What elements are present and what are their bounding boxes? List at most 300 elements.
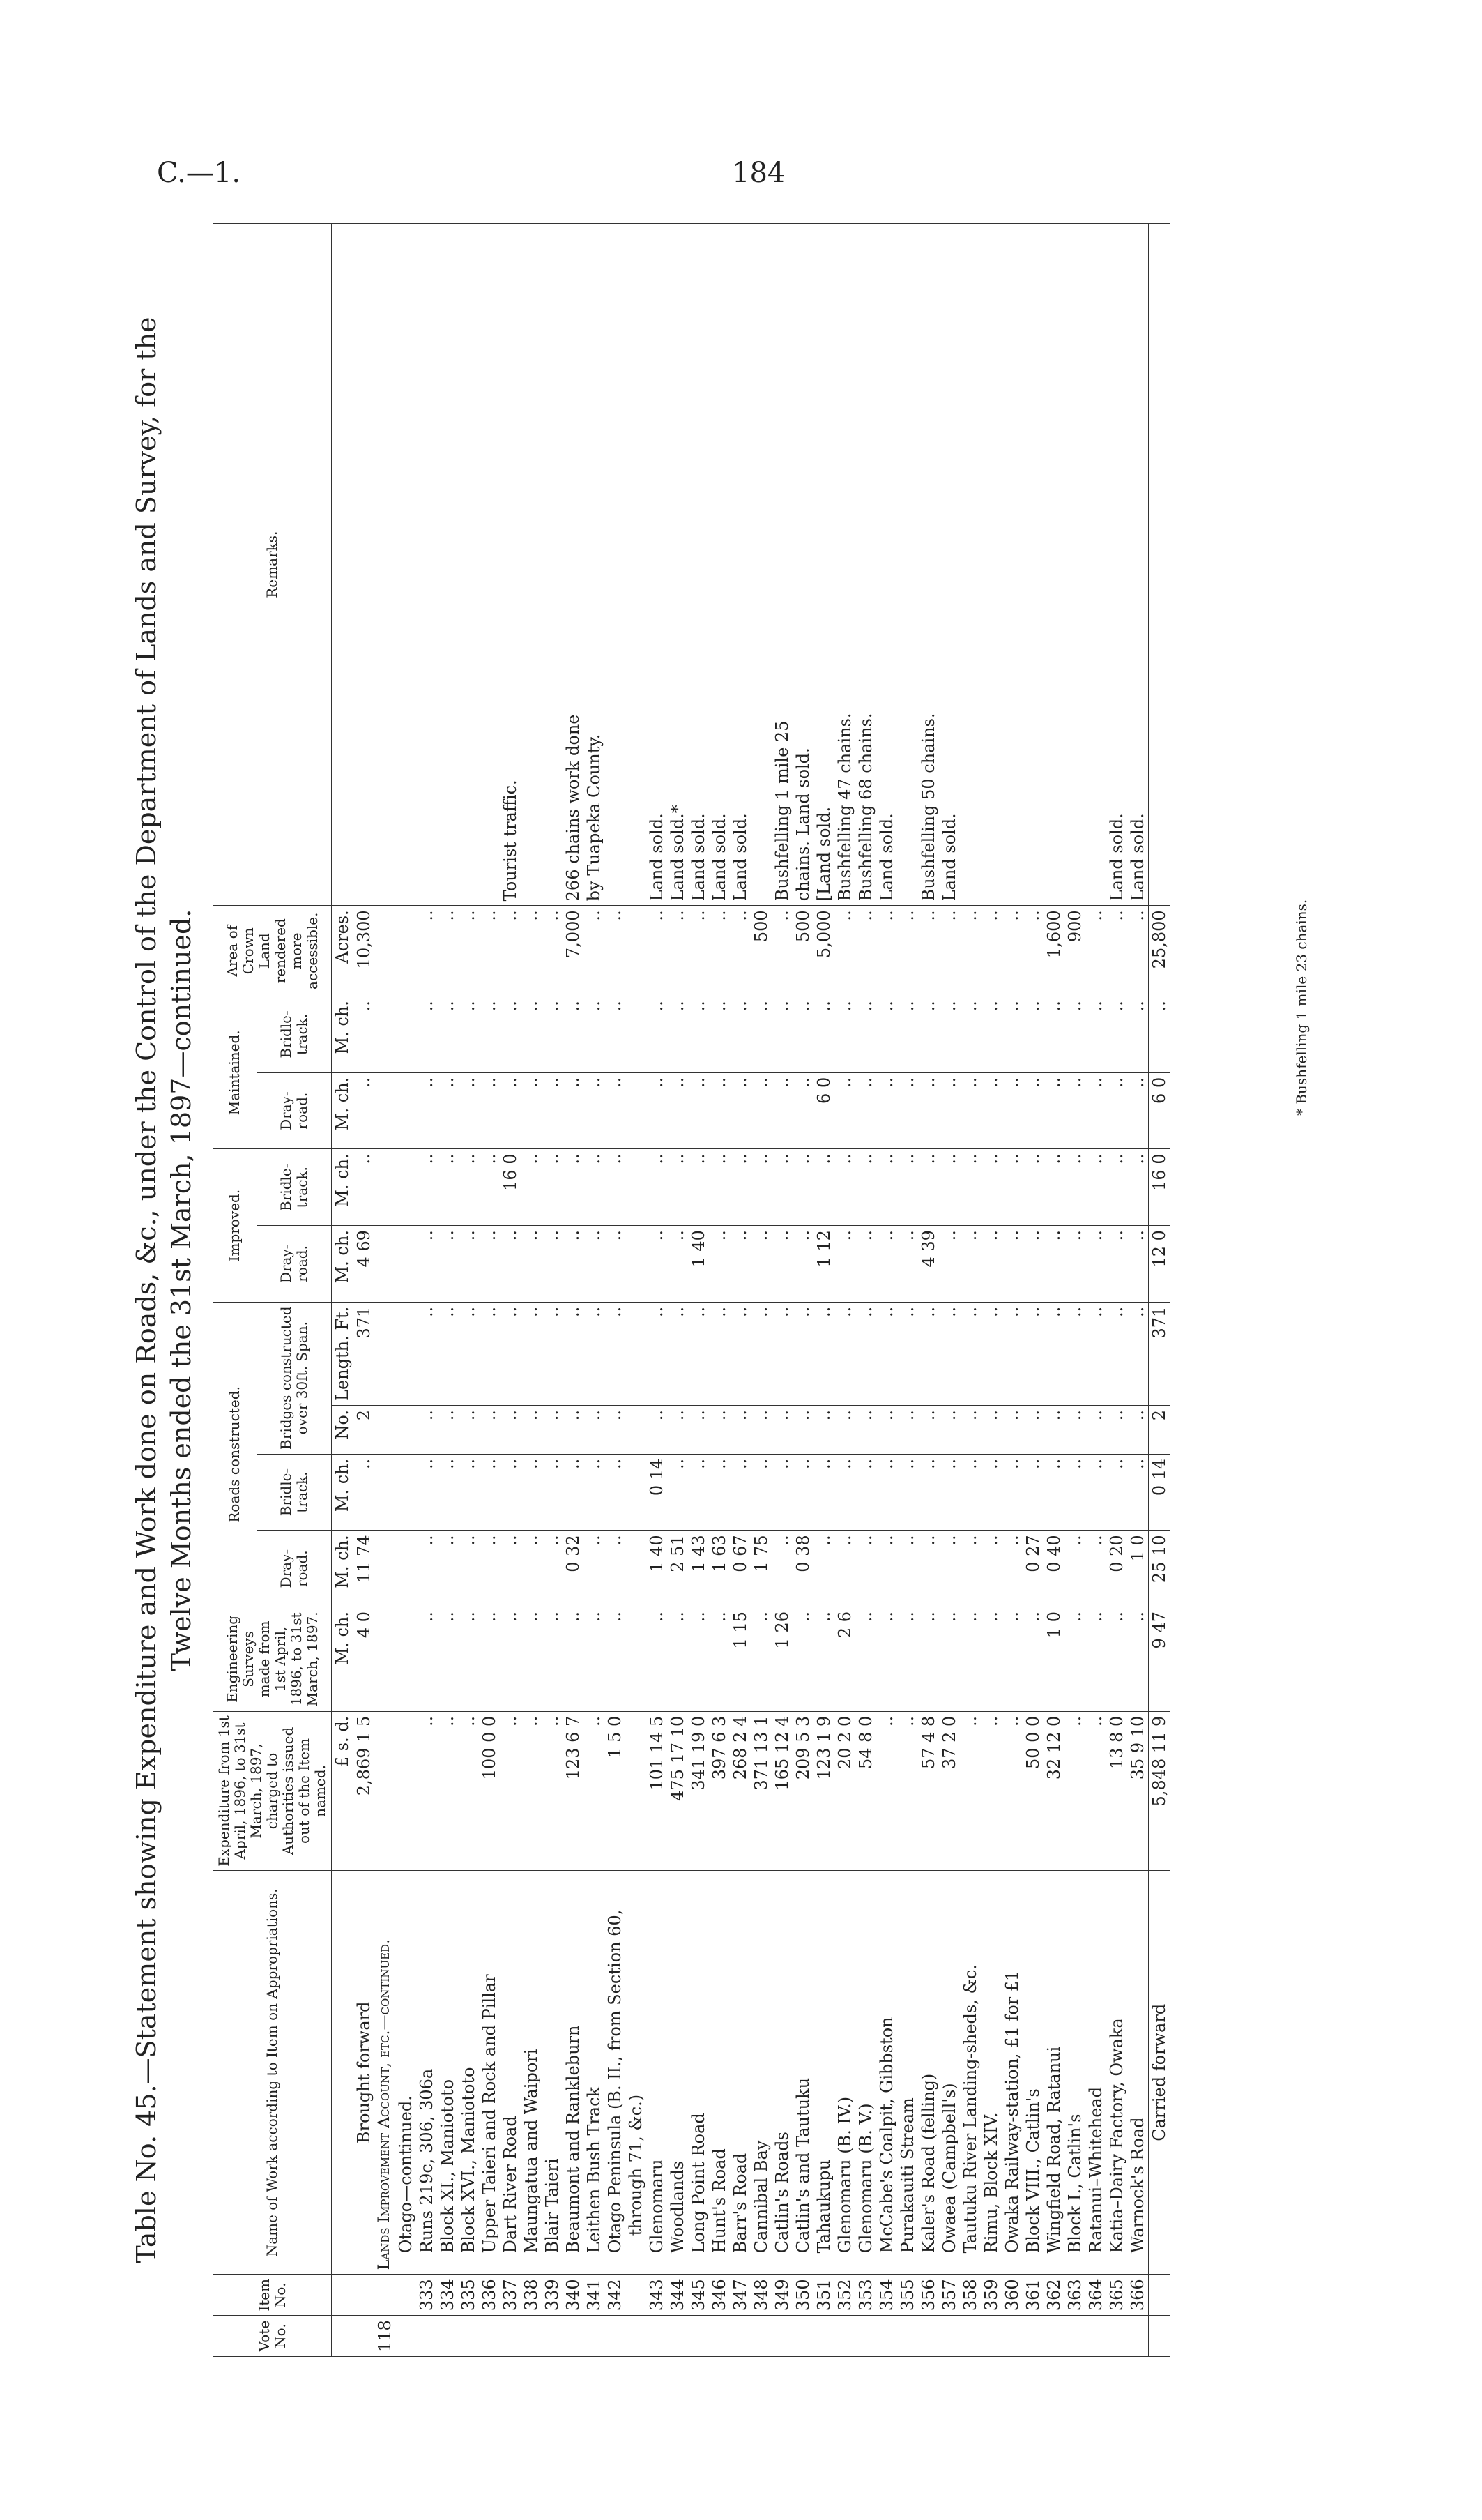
- cell-maintained-dray: ..: [1044, 1072, 1064, 1149]
- cell-bridge-no: ..: [479, 1405, 500, 1454]
- area-header: Area of Crown Land rendered more accessible.: [213, 906, 332, 996]
- cell-remarks: [353, 224, 375, 906]
- table-row: [458, 224, 479, 2357]
- cell-constructed-dray: 0 40: [1044, 1531, 1064, 1607]
- cell-improved-dray: ..: [960, 1226, 981, 1303]
- cell-constructed-dray: ..: [437, 1531, 458, 1607]
- cell-improved-dray: ..: [939, 1226, 960, 1303]
- cell-area: ..: [521, 906, 542, 996]
- cell-maintained-dray: 6 0: [1149, 1072, 1170, 1149]
- cell-constructed-bridle: [395, 1454, 416, 1531]
- cell-vote-no: [521, 2316, 542, 2357]
- cell-improved-dray: ..: [1064, 1226, 1085, 1303]
- cell-maintained-bridle: ..: [542, 996, 563, 1073]
- table-row: [667, 224, 688, 2357]
- table-row: [855, 224, 876, 2357]
- cell-engineering: ..: [1106, 1607, 1127, 1712]
- cell-constructed-bridle: 0 14: [1149, 1454, 1170, 1531]
- cell-area: ..: [583, 906, 604, 996]
- table-row: [981, 224, 1002, 2357]
- cell-constructed-dray: ..: [542, 1531, 563, 1607]
- cell-maintained-dray: ..: [667, 1072, 688, 1149]
- cell-remarks: [1023, 224, 1044, 906]
- cell-expenditure: 475 17 10: [667, 1711, 688, 1871]
- cell-remarks: [416, 224, 437, 906]
- cell-improved-bridle: ..: [709, 1149, 730, 1226]
- cell-bridge-no: ..: [1106, 1405, 1127, 1454]
- cell-item-no: 359: [981, 2275, 1002, 2316]
- unit-maintained-bridle: M. ch.: [332, 996, 353, 1073]
- cell-work-name: Kaler's Road (felling): [918, 1871, 939, 2275]
- cell-maintained-dray: ..: [521, 1072, 542, 1149]
- cell-work-name: Blair Taieri: [542, 1871, 563, 2275]
- table-row: [960, 224, 981, 2357]
- cell-bridge-no: ..: [1002, 1405, 1023, 1454]
- cell-improved-bridle: ..: [918, 1149, 939, 1226]
- cell-constructed-dray: ..: [479, 1531, 500, 1607]
- cell-vote-no: [876, 2316, 897, 2357]
- cell-expenditure: ..: [1002, 1711, 1023, 1871]
- cell-maintained-bridle: ..: [855, 996, 876, 1073]
- unit-improved-dray: M. ch.: [332, 1226, 353, 1303]
- cell-constructed-bridle: ..: [667, 1454, 688, 1531]
- table-row: [918, 224, 939, 2357]
- cell-improved-bridle: ..: [1064, 1149, 1085, 1226]
- cell-constructed-bridle: [374, 1454, 395, 1531]
- cell-bridge-length: [625, 1302, 646, 1405]
- cell-work-name: Ratanui–Whitehead: [1085, 1871, 1106, 2275]
- cell-work-name: Long Point Road: [688, 1871, 709, 2275]
- cell-vote-no: [667, 2316, 688, 2357]
- cell-improved-bridle: ..: [542, 1149, 563, 1226]
- cell-improved-bridle: ..: [563, 1149, 583, 1226]
- cell-constructed-dray: 2 51: [667, 1531, 688, 1607]
- cell-constructed-bridle: ..: [1023, 1454, 1044, 1531]
- cell-bridge-length: ..: [960, 1302, 981, 1405]
- cell-item-no: 335: [458, 2275, 479, 2316]
- cell-work-name: Tahaukupu: [813, 1871, 834, 2275]
- cell-improved-dray: ..: [646, 1226, 667, 1303]
- cell-work-name: Wingfield Road, Ratanui: [1044, 1871, 1064, 2275]
- cell-maintained-dray: ..: [876, 1072, 897, 1149]
- cell-bridge-no: ..: [458, 1405, 479, 1454]
- cell-expenditure: 397 6 3: [709, 1711, 730, 1871]
- cell-remarks: Land sold.: [688, 224, 709, 906]
- cell-area: ..: [939, 906, 960, 996]
- cell-constructed-dray: ..: [500, 1531, 521, 1607]
- cell-remarks: [Land sold.: [813, 224, 834, 906]
- cell-expenditure: ..: [542, 1711, 563, 1871]
- cell-expenditure: 35 9 10: [1127, 1711, 1149, 1871]
- cell-engineering: [625, 1607, 646, 1712]
- cell-maintained-bridle: ..: [1149, 996, 1170, 1073]
- expenditure-header: Expenditure from 1st April, 1896, to 31st March, 1897, charged to Authorities issued out of the Item named.: [213, 1711, 332, 1871]
- cell-engineering: ..: [793, 1607, 813, 1712]
- cell-constructed-dray: ..: [897, 1531, 918, 1607]
- cell-item-no: 338: [521, 2275, 542, 2316]
- table-row: [1044, 224, 1064, 2357]
- cell-remarks: [437, 224, 458, 906]
- cell-item-no: 336: [479, 2275, 500, 2316]
- cell-bridge-no: 2: [353, 1405, 375, 1454]
- cell-bridge-no: ..: [876, 1405, 897, 1454]
- table-row: [834, 224, 855, 2357]
- cell-engineering: 1 26: [772, 1607, 793, 1712]
- cell-bridge-no: ..: [793, 1405, 813, 1454]
- cell-engineering: ..: [479, 1607, 500, 1712]
- table-row: [939, 224, 960, 2357]
- cell-bridge-length: ..: [500, 1302, 521, 1405]
- cell-maintained-bridle: ..: [709, 996, 730, 1073]
- cell-improved-dray: [374, 1226, 395, 1303]
- cell-constructed-dray: 1 0: [1127, 1531, 1149, 1607]
- cell-vote-no: [897, 2316, 918, 2357]
- cell-maintained-dray: ..: [1106, 1072, 1127, 1149]
- cell-remarks: [960, 224, 981, 906]
- cell-constructed-bridle: ..: [751, 1454, 772, 1531]
- roads-constructed-header: Roads constructed.: [213, 1302, 257, 1607]
- cell-maintained-bridle: [625, 996, 646, 1073]
- cell-bridge-no: ..: [897, 1405, 918, 1454]
- cell-area: ..: [437, 906, 458, 996]
- cell-maintained-bridle: ..: [897, 996, 918, 1073]
- cell-work-name: Catlin's and Tautuku: [793, 1871, 813, 2275]
- cell-constructed-dray: ..: [772, 1531, 793, 1607]
- cell-work-name: through 71, &c.): [625, 1871, 646, 2275]
- cell-constructed-bridle: ..: [1002, 1454, 1023, 1531]
- cell-remarks: Bushfelling 50 chains.: [918, 224, 939, 906]
- cell-work-name: Lands Improvement Account, etc.—continued.: [374, 1871, 395, 2275]
- cell-constructed-dray: ..: [834, 1531, 855, 1607]
- cell-maintained-dray: ..: [939, 1072, 960, 1149]
- cell-item-no: 337: [500, 2275, 521, 2316]
- cell-vote-no: [500, 2316, 521, 2357]
- cell-bridge-length: 371: [353, 1302, 375, 1405]
- cell-expenditure: 165 12 4: [772, 1711, 793, 1871]
- cell-remarks: [374, 224, 395, 906]
- cell-vote-no: [353, 2316, 375, 2357]
- cell-maintained-dray: ..: [751, 1072, 772, 1149]
- cell-maintained-dray: ..: [563, 1072, 583, 1149]
- cell-bridge-length: ..: [688, 1302, 709, 1405]
- cell-vote-no: [855, 2316, 876, 2357]
- cell-improved-bridle: 16 0: [500, 1149, 521, 1226]
- cell-improved-bridle: ..: [834, 1149, 855, 1226]
- cell-improved-bridle: 16 0: [1149, 1149, 1170, 1226]
- cell-item-no: 356: [918, 2275, 939, 2316]
- table-row: [1106, 224, 1127, 2357]
- cell-work-name: Glenomaru: [646, 1871, 667, 2275]
- cell-item-no: 339: [542, 2275, 563, 2316]
- maintained-header: Maintained.: [213, 996, 257, 1149]
- cell-remarks: Land sold.: [646, 224, 667, 906]
- cell-item-no: 344: [667, 2275, 688, 2316]
- cell-improved-dray: ..: [1127, 1226, 1149, 1303]
- cell-engineering: 2 6: [834, 1607, 855, 1712]
- table-row: [876, 224, 897, 2357]
- cell-item-no: 347: [730, 2275, 751, 2316]
- cell-vote-no: [479, 2316, 500, 2357]
- table-row: [479, 224, 500, 2357]
- cell-maintained-bridle: [395, 996, 416, 1073]
- cell-item-no: [625, 2275, 646, 2316]
- cont-row: [625, 224, 646, 2357]
- cell-bridge-no: ..: [813, 1405, 834, 1454]
- cell-constructed-dray: ..: [416, 1531, 437, 1607]
- cell-bridge-length: ..: [981, 1302, 1002, 1405]
- cell-expenditure: [374, 1711, 395, 1871]
- cell-constructed-bridle: ..: [960, 1454, 981, 1531]
- cell-engineering: 4 0: [353, 1607, 375, 1712]
- cell-item-no: 360: [1002, 2275, 1023, 2316]
- cell-vote-no: [730, 2316, 751, 2357]
- cell-item-no: 352: [834, 2275, 855, 2316]
- cell-expenditure: 100 0 0: [479, 1711, 500, 1871]
- cell-remarks: [751, 224, 772, 906]
- cell-expenditure: [625, 1711, 646, 1871]
- cell-area: 5,000: [813, 906, 834, 996]
- cell-constructed-dray: 1 63: [709, 1531, 730, 1607]
- cell-remarks: [395, 224, 416, 906]
- cell-maintained-bridle: ..: [918, 996, 939, 1073]
- cell-remarks: chains. Land sold.: [793, 224, 813, 906]
- cell-bridge-no: ..: [667, 1405, 688, 1454]
- cell-engineering: ..: [521, 1607, 542, 1712]
- cell-item-no: 348: [751, 2275, 772, 2316]
- unit-constructed-dray: M. ch.: [332, 1531, 353, 1607]
- cell-bridge-no: [625, 1405, 646, 1454]
- cell-work-name: McCabe's Coalpit, Gibbston: [876, 1871, 897, 2275]
- cell-item-no: [395, 2275, 416, 2316]
- maintained-dray-road-header: Dray-road.: [257, 1072, 331, 1149]
- cell-work-name: Rimu, Block XIV.: [981, 1871, 1002, 2275]
- cell-engineering: ..: [542, 1607, 563, 1712]
- cell-bridge-length: ..: [793, 1302, 813, 1405]
- table-row: [1085, 224, 1106, 2357]
- table-row: [730, 224, 751, 2357]
- cell-maintained-dray: ..: [981, 1072, 1002, 1149]
- cell-vote-no: [646, 2316, 667, 2357]
- cell-constructed-dray: 0 32: [563, 1531, 583, 1607]
- cell-item-no: [353, 2275, 375, 2316]
- cell-expenditure: 1 5 0: [604, 1711, 625, 1871]
- cell-vote-no: [751, 2316, 772, 2357]
- cell-engineering: ..: [960, 1607, 981, 1712]
- cell-constructed-bridle: ..: [772, 1454, 793, 1531]
- cell-bridge-no: ..: [1023, 1405, 1044, 1454]
- cell-vote-no: [583, 2316, 604, 2357]
- unit-bridge-length: [332, 1302, 353, 1405]
- cell-improved-dray: ..: [730, 1226, 751, 1303]
- cell-vote-no: [1085, 2316, 1106, 2357]
- cell-maintained-dray: ..: [709, 1072, 730, 1149]
- cell-item-no: 341: [583, 2275, 604, 2316]
- cell-constructed-dray: 1 43: [688, 1531, 709, 1607]
- table-row: [1023, 224, 1044, 2357]
- cell-work-name: Purakauiti Stream: [897, 1871, 918, 2275]
- cell-maintained-bridle: ..: [960, 996, 981, 1073]
- cell-work-name: Woodlands: [667, 1871, 688, 2275]
- cell-bridge-length: ..: [813, 1302, 834, 1405]
- cell-constructed-dray: 1 40: [646, 1531, 667, 1607]
- cell-maintained-dray: ..: [834, 1072, 855, 1149]
- cell-improved-dray: ..: [563, 1226, 583, 1303]
- cell-improved-dray: ..: [772, 1226, 793, 1303]
- cell-constructed-bridle: ..: [1127, 1454, 1149, 1531]
- cell-bridge-length: ..: [1127, 1302, 1149, 1405]
- cell-engineering: ..: [981, 1607, 1002, 1712]
- cell-remarks: Bushfelling 1 mile 25: [772, 224, 793, 906]
- improved-bridle-track-header: Bridle-track.: [257, 1149, 331, 1226]
- table-row: [813, 224, 834, 2357]
- cell-improved-bridle: ..: [939, 1149, 960, 1226]
- vote-no-header: Vote No.: [213, 2316, 332, 2357]
- cell-remarks: [542, 224, 563, 906]
- cell-area: ..: [458, 906, 479, 996]
- cell-constructed-bridle: ..: [855, 1454, 876, 1531]
- cell-remarks: [625, 224, 646, 906]
- cell-remarks: Land sold.*: [667, 224, 688, 906]
- cell-engineering: ..: [458, 1607, 479, 1712]
- cell-improved-bridle: ..: [793, 1149, 813, 1226]
- cell-bridge-length: ..: [646, 1302, 667, 1405]
- cell-maintained-dray: ..: [960, 1072, 981, 1149]
- cell-engineering: ..: [1023, 1607, 1044, 1712]
- cell-engineering: ..: [813, 1607, 834, 1712]
- cell-work-name: Cannibal Bay: [751, 1871, 772, 2275]
- cell-area: ..: [918, 906, 939, 996]
- cell-work-name: Maungatua and Waipori: [521, 1871, 542, 2275]
- cell-bridge-length: ..: [583, 1302, 604, 1405]
- cell-bridge-length: ..: [521, 1302, 542, 1405]
- cell-item-no: 333: [416, 2275, 437, 2316]
- cell-improved-dray: ..: [583, 1226, 604, 1303]
- cell-constructed-bridle: ..: [688, 1454, 709, 1531]
- cell-maintained-bridle: ..: [876, 996, 897, 1073]
- cell-constructed-bridle: ..: [500, 1454, 521, 1531]
- cell-work-name: Dart River Road: [500, 1871, 521, 2275]
- cell-bridge-length: ..: [667, 1302, 688, 1405]
- cell-expenditure: ..: [960, 1711, 981, 1871]
- cell-bridge-no: ..: [646, 1405, 667, 1454]
- cell-item-no: 350: [793, 2275, 813, 2316]
- cell-bridge-length: ..: [479, 1302, 500, 1405]
- cell-engineering: ..: [855, 1607, 876, 1712]
- cell-area: ..: [834, 906, 855, 996]
- cell-expenditure: 32 12 0: [1044, 1711, 1064, 1871]
- cell-remarks: [479, 224, 500, 906]
- cell-expenditure: 123 1 9: [813, 1711, 834, 1871]
- cell-vote-no: [1023, 2316, 1044, 2357]
- cell-area: 500: [751, 906, 772, 996]
- cell-item-no: 365: [1106, 2275, 1127, 2316]
- cell-maintained-bridle: ..: [667, 996, 688, 1073]
- cell-constructed-bridle: ..: [583, 1454, 604, 1531]
- cell-bridge-no: [395, 1405, 416, 1454]
- cell-improved-dray: 1 40: [688, 1226, 709, 1303]
- cell-improved-bridle: ..: [1023, 1149, 1044, 1226]
- cell-vote-no: [709, 2316, 730, 2357]
- cell-remarks: Land sold.: [709, 224, 730, 906]
- cell-area: ..: [1023, 906, 1044, 996]
- cell-work-name: Owaea (Campbell's): [939, 1871, 960, 2275]
- section-row: [374, 224, 395, 2357]
- cell-maintained-bridle: ..: [688, 996, 709, 1073]
- cell-engineering: ..: [604, 1607, 625, 1712]
- cell-expenditure: ..: [1085, 1711, 1106, 1871]
- table-row: [604, 224, 625, 2357]
- unit-constructed-bridle: M. ch.: [332, 1454, 353, 1531]
- cell-bridge-no: ..: [1044, 1405, 1064, 1454]
- cell-maintained-bridle: ..: [981, 996, 1002, 1073]
- cell-bridge-no: ..: [1064, 1405, 1085, 1454]
- cell-area: ..: [1127, 906, 1149, 996]
- cell-area: ..: [667, 906, 688, 996]
- cell-item-no: 334: [437, 2275, 458, 2316]
- cell-maintained-dray: ..: [416, 1072, 437, 1149]
- cell-area: 1,600: [1044, 906, 1064, 996]
- cell-maintained-bridle: ..: [1044, 996, 1064, 1073]
- cell-area: ..: [646, 906, 667, 996]
- cell-item-no: 346: [709, 2275, 730, 2316]
- cell-constructed-dray: 1 75: [751, 1531, 772, 1607]
- cell-item-no: [1149, 2275, 1170, 2316]
- cell-constructed-dray: ..: [521, 1531, 542, 1607]
- cell-item-no: 342: [604, 2275, 625, 2316]
- cell-item-no: 358: [960, 2275, 981, 2316]
- cell-constructed-dray: ..: [1085, 1531, 1106, 1607]
- cell-constructed-bridle: ..: [1064, 1454, 1085, 1531]
- cell-constructed-bridle: ..: [1044, 1454, 1064, 1531]
- table-title: [129, 223, 199, 2357]
- cell-item-no: 353: [855, 2275, 876, 2316]
- cell-item-no: 351: [813, 2275, 834, 2316]
- cell-improved-dray: ..: [897, 1226, 918, 1303]
- cell-remarks: Bushfelling 68 chains.: [855, 224, 876, 906]
- cell-maintained-dray: [395, 1072, 416, 1149]
- cell-constructed-dray: ..: [876, 1531, 897, 1607]
- cell-vote-no: [918, 2316, 939, 2357]
- cell-work-name: Block XVI., Maniototo: [458, 1871, 479, 2275]
- cell-vote-no: [834, 2316, 855, 2357]
- cell-improved-bridle: ..: [813, 1149, 834, 1226]
- cell-improved-bridle: ..: [521, 1149, 542, 1226]
- cell-engineering: 1 0: [1044, 1607, 1064, 1712]
- cell-bridge-length: ..: [751, 1302, 772, 1405]
- cell-engineering: 1 15: [730, 1607, 751, 1712]
- cell-remarks: [1044, 224, 1064, 906]
- cell-improved-bridle: ..: [479, 1149, 500, 1226]
- cell-work-name: Otago Peninsula (B. II., from Section 60,: [604, 1871, 625, 2275]
- table-row: [772, 224, 793, 2357]
- cell-work-name: Runs 219c, 306, 306a: [416, 1871, 437, 2275]
- table-row: [563, 224, 583, 2357]
- cell-work-name: Owaka Railway-station, £1 for £1: [1002, 1871, 1023, 2275]
- cell-item-no: 357: [939, 2275, 960, 2316]
- cell-area: ..: [730, 906, 751, 996]
- cell-expenditure: 123 6 7: [563, 1711, 583, 1871]
- cell-improved-dray: ..: [667, 1226, 688, 1303]
- cell-engineering: ..: [1127, 1607, 1149, 1712]
- cell-area: ..: [542, 906, 563, 996]
- cell-constructed-dray: 0 27: [1023, 1531, 1044, 1607]
- cell-vote-no: [542, 2316, 563, 2357]
- cell-work-name: Block I., Catlin's: [1064, 1871, 1085, 2275]
- cell-remarks: by Tuapeka County.: [583, 224, 604, 906]
- cell-bridge-length: ..: [437, 1302, 458, 1405]
- table-body: [332, 224, 1170, 2357]
- cell-improved-bridle: ..: [458, 1149, 479, 1226]
